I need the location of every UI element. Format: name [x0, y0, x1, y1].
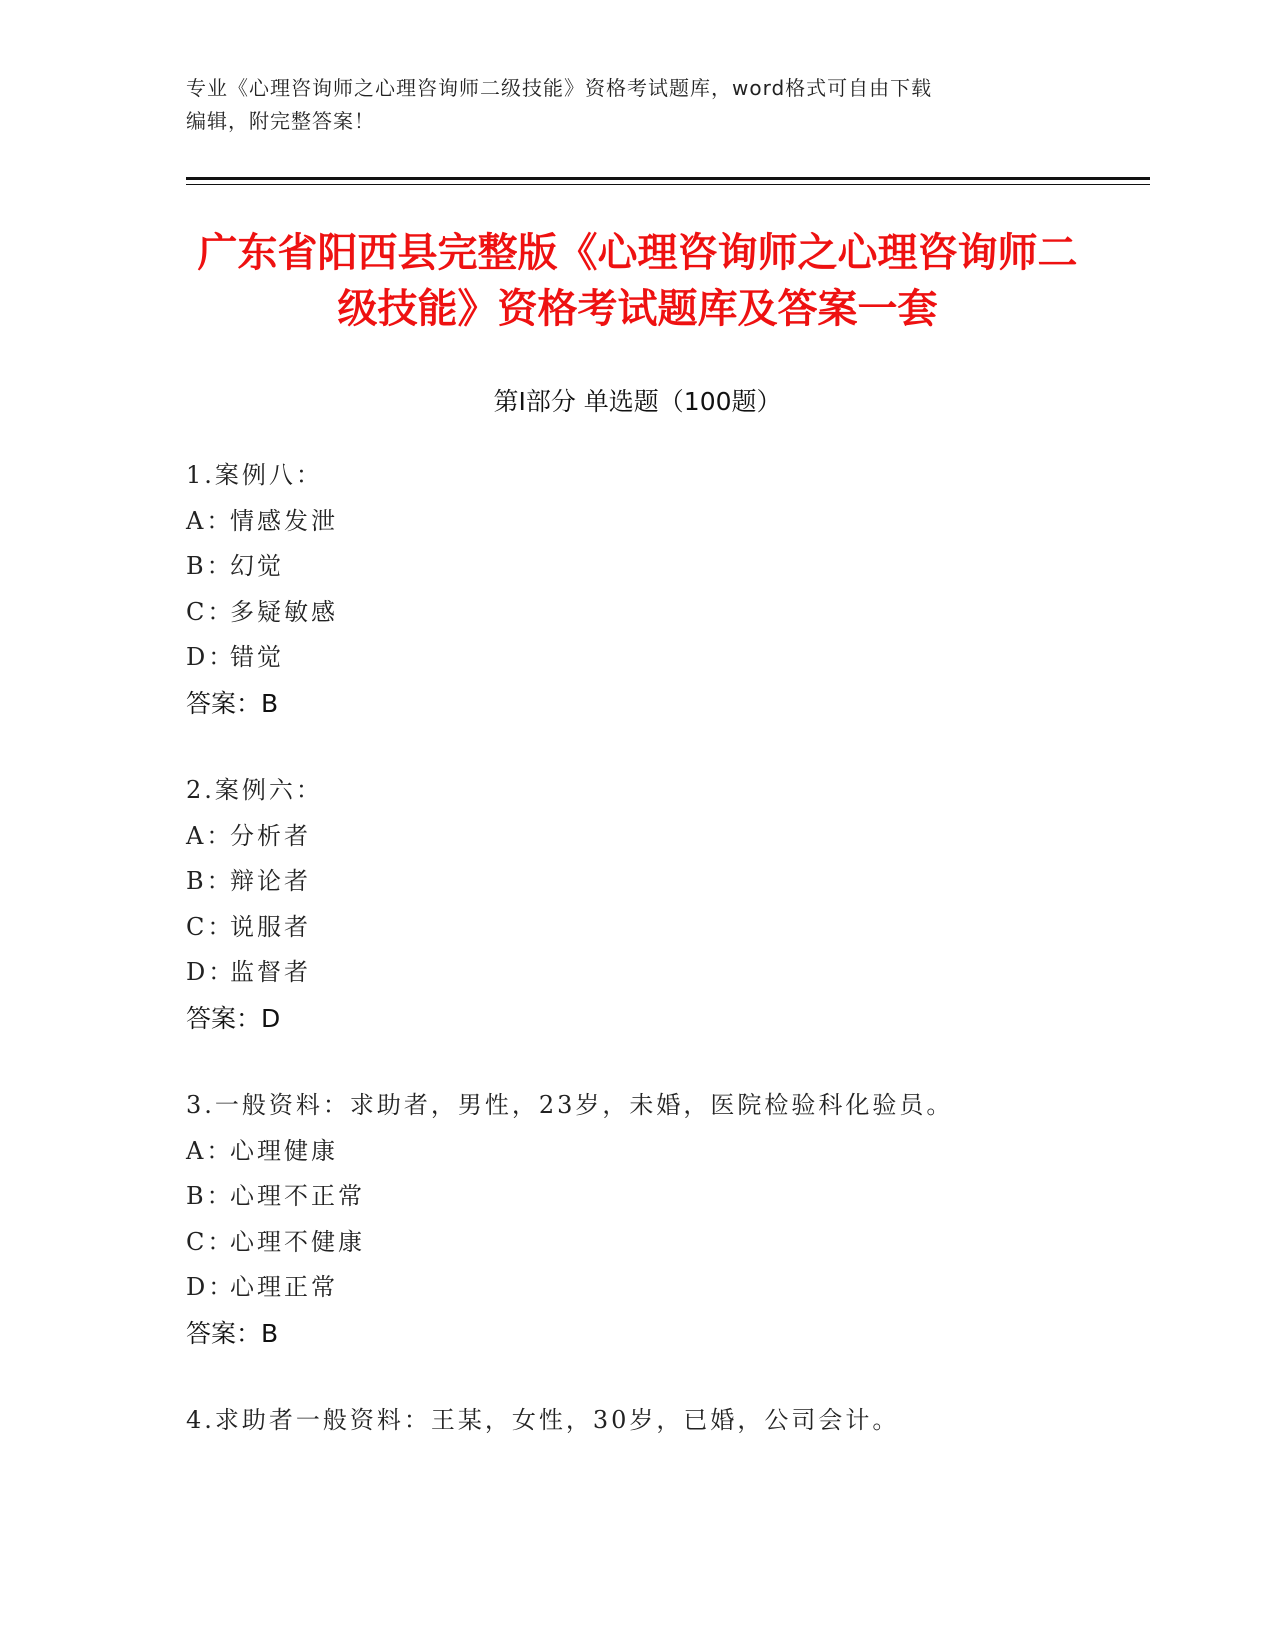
option-letter: B： — [186, 1182, 234, 1210]
question-4 — [186, 1398, 1086, 1444]
option-c — [186, 1220, 1086, 1266]
option-a — [186, 814, 1086, 860]
option-text: 监督者 — [230, 958, 311, 986]
option-b — [186, 544, 1086, 590]
section-heading: 第Ⅰ部分 单选题（100题） — [493, 387, 782, 416]
option-d — [186, 635, 1086, 681]
option-c — [186, 905, 1086, 951]
option-letter: A： — [186, 821, 234, 850]
option-letter: A： — [186, 506, 234, 535]
answer-line: 答案：B — [186, 688, 279, 718]
option-c — [186, 590, 1086, 636]
option-text: 心理不健康 — [230, 1227, 365, 1256]
option-letter: C： — [186, 912, 235, 941]
answer-line: 答案：D — [186, 1003, 281, 1033]
option-text: 说服者 — [230, 912, 311, 941]
answer-line: 答案：B — [186, 1318, 279, 1348]
option-text: 心理正常 — [230, 1273, 338, 1301]
question-stem: 4.求助者一般资料：王某，女性，30岁，已婚，公司会计。 — [186, 1406, 900, 1434]
option-letter: B： — [186, 552, 234, 580]
header-note-line-1: 专业《心理咨询师之心理咨询师二级技能》资格考试题库，word格式可自由下载 — [186, 76, 933, 100]
header-divider-thick — [186, 177, 1150, 180]
option-text: 心理不正常 — [230, 1182, 365, 1210]
option-text: 辩论者 — [230, 867, 311, 895]
question-1 — [186, 453, 1086, 726]
option-text: 多疑敏感 — [230, 597, 338, 626]
option-text: 心理健康 — [230, 1136, 338, 1165]
option-letter: A： — [186, 1136, 234, 1165]
question-2 — [186, 768, 1086, 1041]
option-letter: D： — [186, 958, 236, 986]
question-stem: 1.案例八： — [186, 461, 323, 489]
option-letter: C： — [186, 597, 235, 626]
option-b — [186, 859, 1086, 905]
option-letter: C： — [186, 1227, 235, 1256]
option-text: 幻觉 — [230, 552, 284, 580]
header-note-line-2: 编辑，附完整答案！ — [186, 109, 375, 133]
option-text: 分析者 — [230, 821, 311, 850]
header-note — [186, 72, 1066, 138]
header-divider-thin — [186, 184, 1150, 185]
option-a — [186, 1129, 1086, 1175]
option-letter: D： — [186, 1273, 236, 1301]
document-title: 广东省阳西县完整版《心理咨询师之心理咨询师二级技能》资格考试题库及答案一套 — [197, 230, 1078, 332]
option-d — [186, 1265, 1086, 1311]
option-text: 错觉 — [230, 643, 284, 671]
option-a — [186, 499, 1086, 545]
option-letter: D： — [186, 643, 236, 671]
option-text: 情感发泄 — [230, 506, 338, 535]
option-letter: B： — [186, 867, 234, 895]
option-b — [186, 1174, 1086, 1220]
question-3 — [186, 1083, 1086, 1356]
question-stem: 2.案例六： — [186, 776, 323, 804]
option-d — [186, 950, 1086, 996]
question-stem: 3.一般资料：求助者，男性，23岁，未婚，医院检验科化验员。 — [186, 1091, 954, 1119]
